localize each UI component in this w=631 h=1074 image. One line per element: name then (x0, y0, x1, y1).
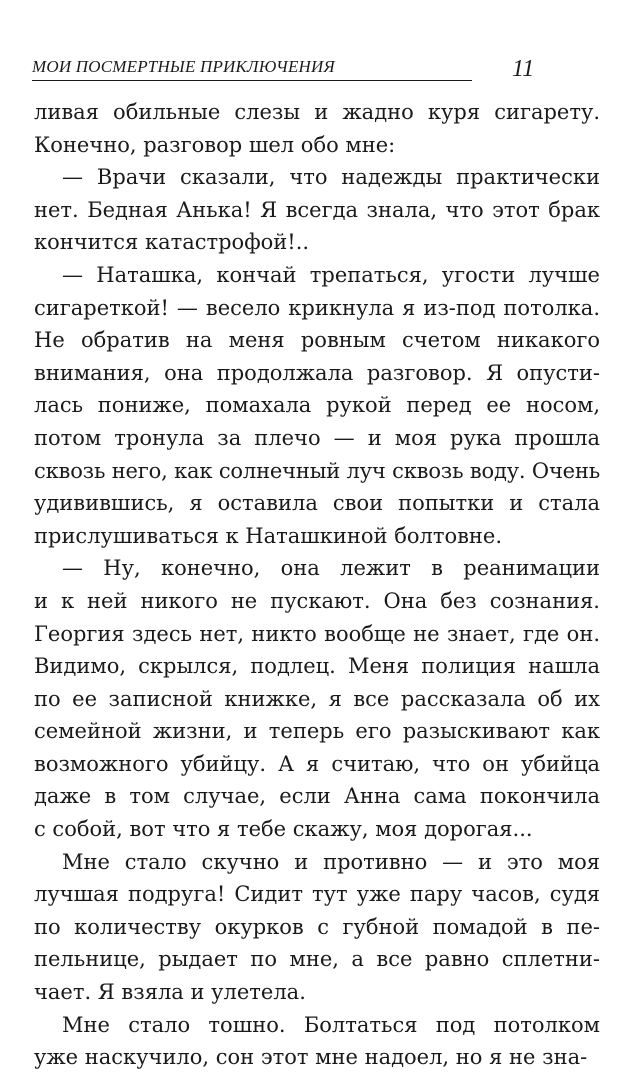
body-text (34, 96, 600, 1074)
text-line: Конечно, разговор шел обо мне: (34, 132, 396, 157)
text-line: — Ну, конечно, она лежит в реанимации (62, 556, 600, 581)
text-line: даже в том случае, если Анна сама покончила (34, 784, 600, 809)
text-line: пельнице, рыдает по мне, а все равно сплетни- (34, 947, 600, 972)
text-line: с собой, вот что я тебе скажу, моя дорогая... (34, 817, 533, 842)
running-title: МОИ ПОСМЕРТНЫЕ ПРИКЛЮЧЕНИЯ (32, 57, 335, 76)
text-line: ливая обильные слезы и жадно куря сигарету. (34, 100, 600, 124)
text-line: сигареткой! — весело крикнула я из-под потолка. (34, 295, 600, 320)
text-line: возможного убийцу. А я считаю, что он убийца (34, 751, 600, 776)
text-line: кончится катастрофой!.. (34, 230, 310, 255)
text-line: потом тронула за плечо — и моя рука прошла (34, 425, 600, 450)
text-line: сквозь него, как солнечный луч сквозь воду. Очень (34, 458, 600, 483)
running-head (32, 54, 472, 81)
text-line: нет. Бедная Анька! Я всегда знала, что этот брак (34, 197, 600, 222)
text-line: прислушиваться к Наташкиной болтовне. (34, 523, 503, 548)
text-line: по количеству окурков с губной помадой в пе- (34, 914, 600, 939)
text-line: Не обратив на меня ровным счетом никакого (34, 328, 600, 353)
text-line: уже наскучило, сон этот мне надоел, но я не зна- (34, 1045, 588, 1070)
text-line: Мне стало скучно и противно — и это моя (62, 849, 600, 874)
text-line: Видимо, скрылся, подлец. Меня полиция нашла (34, 654, 600, 679)
text-line: — Наташка, кончай трепаться, угости лучше (62, 262, 600, 287)
text-line: чает. Я взяла и улетела. (34, 980, 306, 1005)
text-line: лучшая подруга! Сидит тут уже пару часов, судя (34, 882, 600, 907)
text-line: удивившись, я оставила свои попытки и стала (34, 491, 600, 516)
text-line: лась пониже, помахала рукой перед ее носом, (34, 393, 600, 418)
text-line: семейной жизни, и теперь его разыскивают как (34, 719, 600, 744)
text-line: — Врачи сказали, что надежды практически (62, 165, 600, 190)
text-line: и к ней никого не пускают. Она без сознания. (34, 588, 600, 613)
text-line: Мне стало тошно. Болтаться под потолком (62, 1012, 600, 1037)
text-line: по ее записной книжке, я все рассказала об их (34, 686, 600, 711)
page-number: 11 (512, 56, 535, 82)
text-line: внимания, она продолжала разговор. Я опусти- (34, 360, 600, 385)
text-line: Георгия здесь нет, никто вообще не знает, где он. (34, 621, 600, 646)
